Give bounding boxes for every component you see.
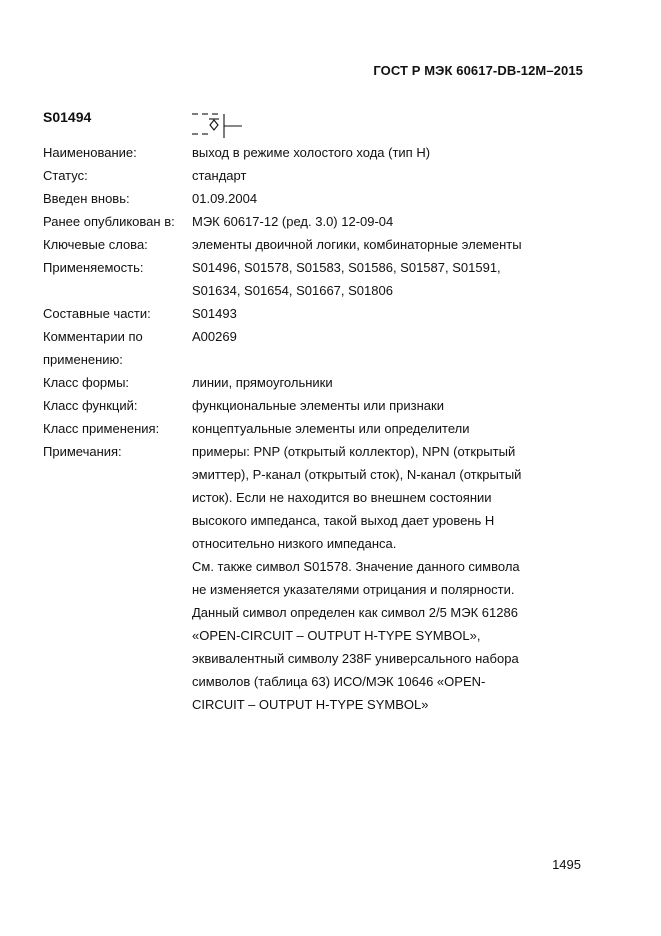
field-row-applicability <box>43 256 603 302</box>
field-row-shape-class <box>43 371 603 394</box>
field-row-notes <box>43 440 603 716</box>
field-row-function-class <box>43 394 603 417</box>
symbol-attributes <box>43 141 603 716</box>
field-label: Ранее опубликован в: <box>43 214 175 229</box>
page-number: 1495 <box>552 857 581 872</box>
field-label: Статус: <box>43 168 88 183</box>
field-value: A00269 <box>192 329 237 344</box>
field-label: Наименование: <box>43 145 137 160</box>
field-row-status <box>43 164 603 187</box>
field-value: стандарт <box>192 168 247 183</box>
field-value: S01496, S01578, S01583, S01586, S01587, S01591, S01634, S01654, S01667, S01806 <box>192 260 501 298</box>
field-label: Примечания: <box>43 444 122 459</box>
field-value: МЭК 60617-12 (ред. 3.0) 12-09-04 <box>192 214 394 229</box>
field-value: линии, прямоугольники <box>192 375 333 390</box>
field-value: элементы двоичной логики, комбинаторные элементы <box>192 237 522 252</box>
field-label: Ключевые слова: <box>43 237 148 252</box>
field-label: Класс применения: <box>43 421 160 436</box>
field-value: S01493 <box>192 306 237 321</box>
field-row-introduced <box>43 187 603 210</box>
field-value: концептуальные элементы или определители <box>192 421 470 436</box>
field-label: Составные части: <box>43 306 151 321</box>
field-label: Применяемость: <box>43 260 144 275</box>
field-row-application-class <box>43 417 603 440</box>
field-row-previously-published <box>43 210 603 233</box>
field-value: функциональные элементы или признаки <box>192 398 444 413</box>
open-circuit-output-h-type-symbol-icon <box>190 111 246 141</box>
field-label: Класс функций: <box>43 398 138 413</box>
field-row-keywords <box>43 233 603 256</box>
field-value: 01.09.2004 <box>192 191 258 206</box>
field-value: примеры: PNP (открытый коллектор), NPN (открытый эмиттер), P-канал (открытый сток), N-канал (открытый исток). Если не находится во внешнем состоянии высокого импеданса, такой выход дает уровень Н относительно низкого импеданса. См. также символ S01578. Значение данного символа не изменяется указателями отрицания и полярности. Данный символ определен как символ 2/5 МЭК 61286 «OPEN-CIRCUIT – OUTPUT H-TYPE SYMBOL», эквивалентный символу 238F универсального набора символов (таблица 63) ИСО/МЭК 10646 «OPEN- CIRCUIT – OUTPUT H-TYPE SYMBOL» <box>192 444 522 712</box>
document-header-standard: ГОСТ Р МЭК 60617-DB-12M–2015 <box>373 63 583 78</box>
symbol-code: S01494 <box>43 109 92 125</box>
field-label: Введен вновь: <box>43 191 130 206</box>
field-row-components <box>43 302 603 325</box>
field-value: выход в режиме холостого хода (тип Н) <box>192 145 431 160</box>
field-label: Класс формы: <box>43 375 130 390</box>
field-row-application-comments <box>43 325 603 371</box>
field-label: Комментарии по применению: <box>43 329 143 367</box>
field-row-name <box>43 141 603 164</box>
